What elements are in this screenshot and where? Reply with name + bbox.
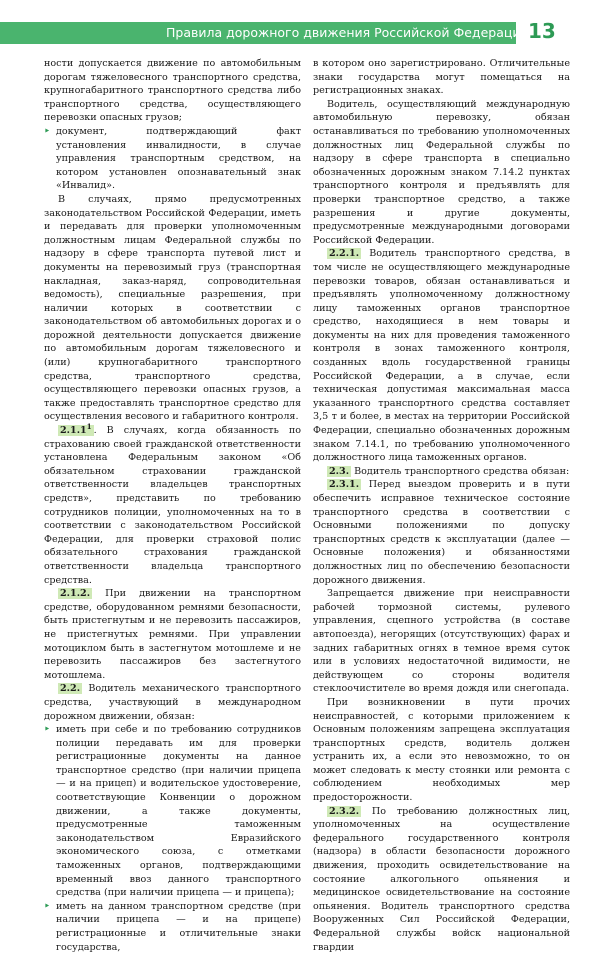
paragraph: ности допускается движение по автомобильным дорогам тяжеловесного транспортного средства, крупногабаритного транспортного средства либо транспортного средства, осуществляющего перевозки опасных грузов;	[44, 58, 301, 124]
paragraph: Водитель, осуществляющий международную автомобильную перевозку, обязан останавливаться по требованию уполномоченных должностных лиц Федеральной службы по надзору в сфере транспорта в специально обозначенных дорожным знаком 7.14.2 пунктах транспортного контроля и предъявлять для проверки транспортное средство, а также разрешения и другие документы, предусмотренные международными договорами Российской Федерации.	[313, 98, 570, 246]
triangle-bullet-icon: ‣	[44, 724, 51, 736]
section-number: 2.2.	[60, 683, 81, 695]
section-2-2-1	[313, 247, 570, 465]
paragraph: в котором оно зарегистрировано. Отличительные знаки государства могут помещаться на регистрационных знаках.	[313, 58, 570, 97]
triangle-bullet-icon: ‣	[44, 900, 51, 912]
list-item-text: иметь при себе и по требованию сотрудников полиции передавать им для проверки регистрационные документы на данное транспортное средство (при наличии прицепа — и на прицеп) и водительское удостоверение, соответствующие Конвенции о дорожном движении, а также документы, предусмотренные таможенным законодательством Евразийского экономического союза, с отметками таможенных органов, подтверждающими временный ввоз данного транспортного средства (при наличии прицепа — и прицепа);	[56, 724, 301, 899]
paragraph: Запрещается движение при неисправности рабочей тормозной системы, рулевого управления, сцепного устройства (в составе автопоезда), негорящих (отсутствующих) фарах и задних габаритных огнях в темное время суток или в условиях недостаточной видимости, не действующем со стороны водителя стеклоочистителе во время дождя или снегопада.	[313, 588, 570, 695]
list-item	[44, 900, 301, 954]
section-text: Водитель транспортного средства, в том числе не осуществляющего международные перевозки товаров, обязан останавливаться и предъявлять уполномоченному должностному лицу таможенных органов транспортное средство, находящиеся в нем товары и документы на них для проведения таможенного контроля в зонах таможенного контроля, созданных вдоль государственной границы Российской Федерации, а в случае, если техническая допустимая максимальная масса указанного транспортного средства составляет 3,5 т и более, в местах на территории Российской Федерации, специально обозначенных дорожным знаком 7.14.1, по требованию уполномоченного должностного лица таможенных органов.	[313, 248, 570, 464]
section-2-1-1-1	[44, 421, 301, 587]
section-text: . В случаях, когда обязанность по страхованию своей гражданской ответственности установлена Федеральным законом «Об обязательном страховании гражданской ответственности владельцев транспортных средств», представить по требованию сотрудников полиции, уполномоченных на то в соответствии с законодательством Российской Федерации, для проверки страховой полис обязательного страхования гражданской ответственности владельца транспортного средства.	[44, 425, 301, 586]
section-number: 2.3.2.	[329, 805, 360, 817]
section-text: Водитель транспортного средства обязан:	[351, 465, 570, 477]
section-text: По требованию должностных лиц, уполномоченных на осуществление федерального государственного контроля (надзора) в области безопасности дорожного движения, проходить освидетельствование на состояние алкогольного опьянения и медицинское освидетельствование на состояние опьянения. Водитель транспортного средства Вооруженных Сил Российской Федерации, Федеральной службы войск национальной гвардии	[313, 805, 570, 953]
paragraph: В случаях, прямо предусмотренных законодательством Российской Федерации, иметь и передавать для проверки уполномоченным должностным лицам Федеральной службы по надзору в сфере транспорта путевой лист и документы на перевозимый груз (транспортная накладная, заказ-наряд, сопроводительная ведомость), специальные разрешения, при наличии которых в соответствии с законодательством об автомобильных дорогах и о дорожной деятельности допускается движение по автомобильным дорогам тяжеловесного и (или) крупногабаритного транспортного средства, транспортного средства, осуществляющего перевозки опасных грузов, а также предоставлять транспортное средство для осуществления весового и габаритного контроля.	[44, 193, 301, 423]
page-header	[0, 0, 600, 52]
running-title: Правила дорожного движения Российской Федерации	[166, 25, 529, 40]
list-item-text: иметь на данном транспортном средстве (при наличии прицепа — и на прицепе) регистрационные и отличительные знаки государства,	[56, 900, 301, 953]
section-2-2	[44, 682, 301, 723]
section-number: 2.1.2.	[60, 588, 91, 600]
list-item	[44, 125, 301, 193]
section-2-3-1	[313, 478, 570, 587]
triangle-bullet-icon: ‣	[44, 125, 51, 137]
page-number: 13	[528, 19, 556, 43]
section-number: 2.1.1$^1$	[60, 421, 92, 437]
paragraph: При возникновении в пути прочих неисправностей, с которыми приложением к Основным положениям запрещена эксплуатация транспортных средств, водитель должен устранить их, а если это невозможно, то он может следовать к месту стоянки или ремонта с соблюдением необходимых мер предосторожности.	[313, 696, 570, 804]
section-text: Перед выездом проверить и в пути обеспечить исправное техническое состояние транспортного средства в соответствии с Основными положениями по допуску транспортных средств к эксплуатации (далее — Основные положения) и обязанностями должностных лиц по обеспечению безопасности дорожного движения.	[313, 479, 570, 586]
section-number: 2.3.	[329, 465, 350, 477]
list-item-text: документ, подтверждающий факт установления инвалидности, в случае управления транспортным средством, на котором установлен опознавательный знак «Инвалид».	[56, 125, 301, 192]
section-2-1-2	[44, 587, 301, 682]
section-text: Водитель механического транспортного средства, участвующий в международном дорожном движении, обязан:	[44, 683, 301, 722]
section-number: 2.3.1.	[329, 479, 360, 491]
left-column	[44, 57, 301, 953]
section-text: При движении на транспортном средстве, оборудованном ремнями безопасности, быть пристегнутым и не перевозить пассажиров, не пристегнутых ремнями. При управлении мотоциклом быть в застегнутом мотошлеме и не перевозить пассажиров без застегнутого мотошлема.	[44, 588, 301, 681]
section-2-3	[313, 465, 570, 479]
section-number: 2.2.1.	[329, 248, 360, 260]
section-2-3-2	[313, 805, 570, 954]
list-item	[44, 723, 301, 900]
right-column	[313, 57, 570, 953]
